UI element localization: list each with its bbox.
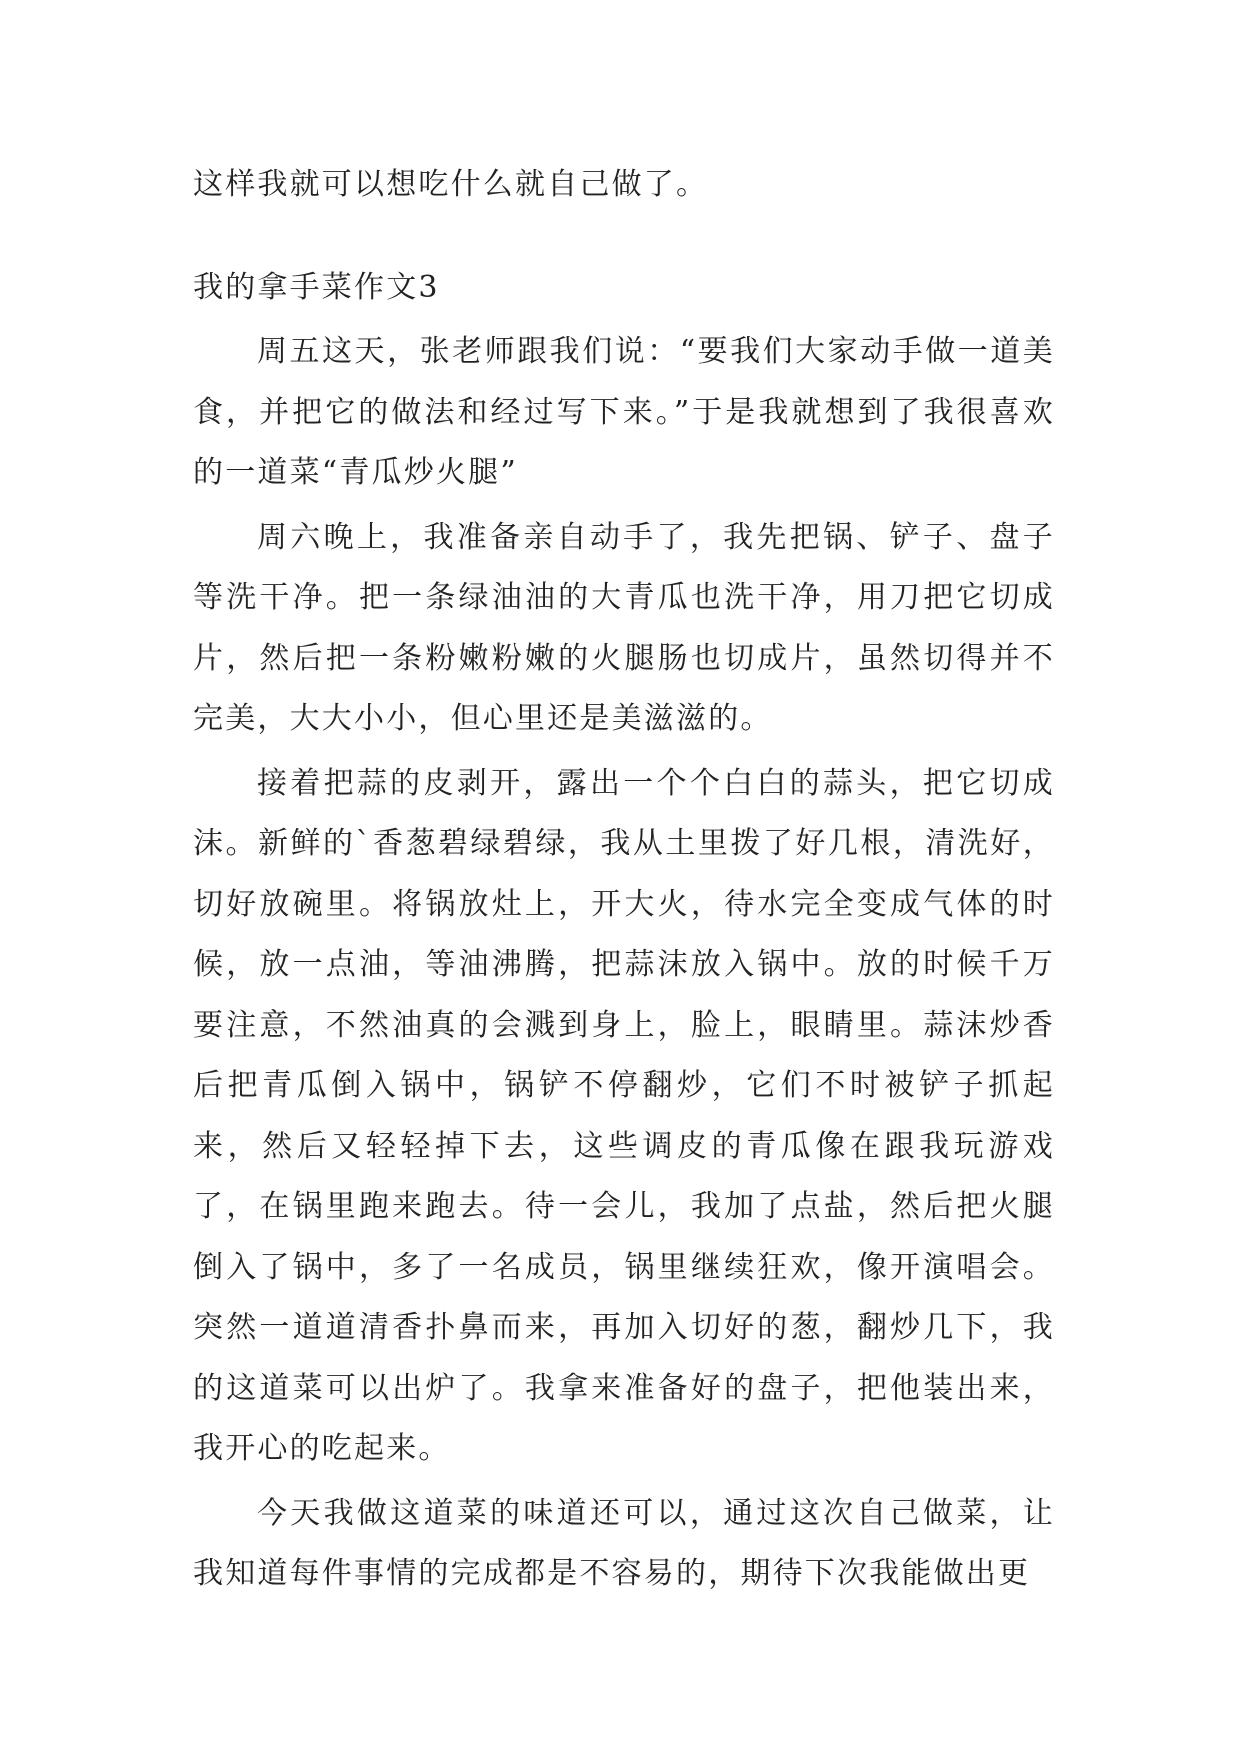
- paragraph-4: 今天我做这道菜的味道还可以，通过这次自己做菜，让我知道每件事情的完成都是不容易的，期待下次我能做出更: [193, 1495, 1055, 1591]
- section-spacer: [193, 216, 1055, 258]
- document-body: [193, 155, 1055, 1605]
- continuation-text: 这样我就可以想吃什么就自己做了。: [193, 167, 709, 202]
- paragraph-2: 周六晚上，我准备亲自动手了，我先把锅、铲子、盘子等洗干净。把一条绿油油的大青瓜也洗干净，用刀把它切成片，然后把一条粉嫩粉嫩的火腿肠也切成片，虽然切得并不完美，大大小小，但心里还是美滋滋的。: [193, 519, 1055, 736]
- section-title: 我的拿手菜作文3: [193, 269, 440, 305]
- paragraph-1: 周五这天，张老师跟我们说：“要我们大家动手做一道美食，并把它的做法和经过写下来。”于是我就想到了我很喜欢的一道菜“青瓜炒火腿”: [193, 334, 1055, 490]
- paragraph-3: 接着把蒜的皮剥开，露出一个个白白的蒜头，把它切成沫。新鲜的`香葱碧绿碧绿，我从土里拨了好几根，清洗好，切好放碗里。将锅放灶上，开大火，待水完全变成气体的时候，放一点油，等油沸腾，把蒜沫放入锅中。放的时候千万要注意，不然油真的会溅到身上，脸上，眼睛里。蒜沫炒香后把青瓜倒入锅中，锅铲不停翻炒，它们不时被铲子抓起来，然后又轻轻掉下去，这些调皮的青瓜像在跟我玩游戏了，在锅里跑来跑去。待一会儿，我加了点盐，然后把火腿倒入了锅中，多了一名成员，锅里继续狂欢，像开演唱会。突然一道道清香扑鼻而来，再加入切好的葱，翻炒几下，我的这道菜可以出炉了。我拿来准备好的盘子，把他装出来，我开心的吃起来。: [193, 765, 1055, 1466]
